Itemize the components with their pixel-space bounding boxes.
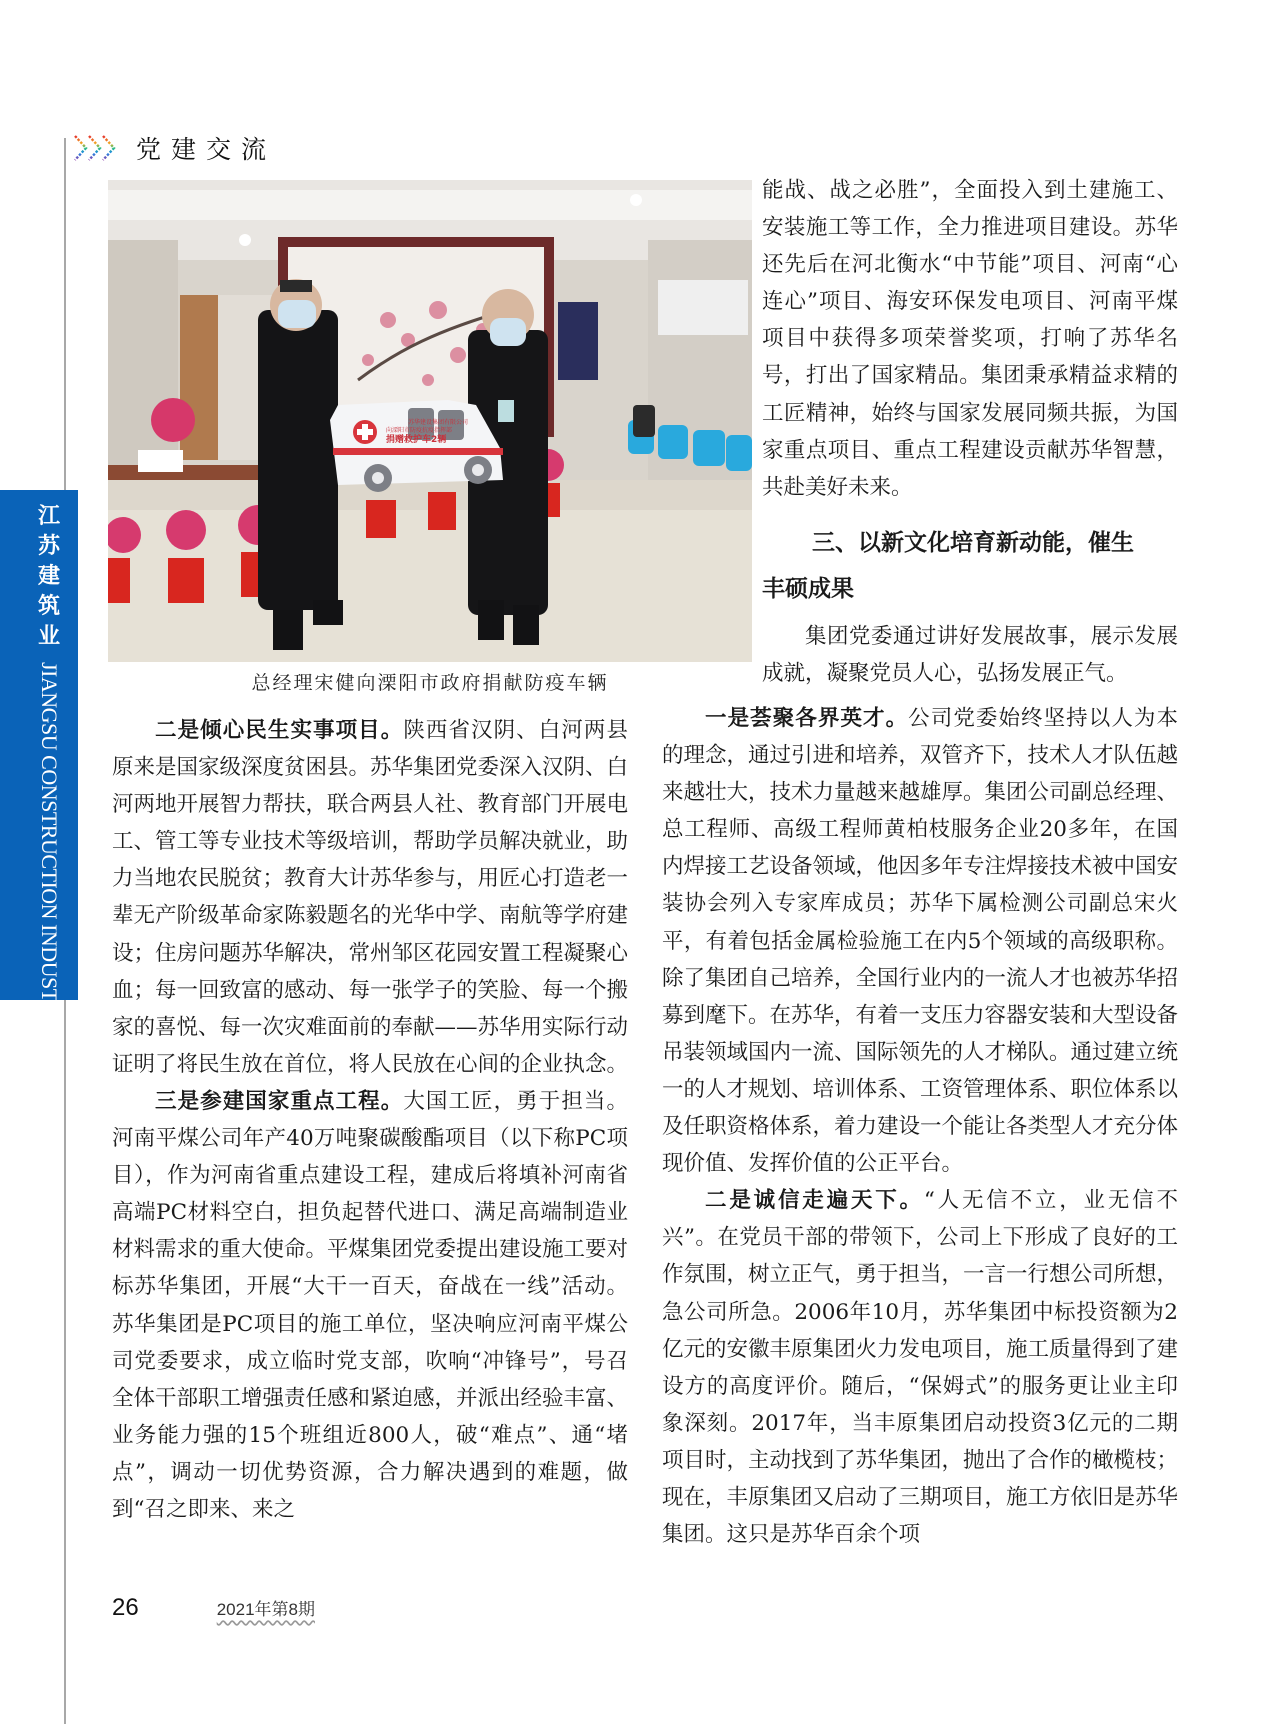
page-footer <box>112 1594 315 1622</box>
paragraph-livelihood: 二是倾心民生实事项目。陕西省汉阴、白河两县原来是国家级深度贫困县。苏华集团党委深入汉阴、白河两地开展智力帮扶，联合两县人社、教育部门开展电工、管工等专业技术等级培训，帮助学员解决就业，助力当地农民脱贫；教育大计苏华参与，用匠心打造老一辈无产阶级革命家陈毅题名的光华中学、南航等学府建设；住房问题苏华解决，常州邹区花园安置工程凝聚心血；每一回致富的感动、每一张学子的笑脸、每一个搬家的喜悦、每一次灾难面前的奉献——苏华用实际行动证明了将民生放在首位，将人民放在心间的企业执念。 <box>112 718 629 1077</box>
left-column-body <box>112 712 628 1528</box>
magazine-title-cn: 江 苏 建 筑 业 <box>37 504 60 649</box>
paragraph-key-projects: 三是参建国家重点工程。大国工匠，勇于担当。河南平煤公司年产40万吨聚碳酸酯项目（以下称PC项目），作为河南省重点建设工程，建成后将填补河南省高端PC材料空白，担负起替代进口、满足高端制造业材料需求的重大使命。平煤集团党委提出建设施工要对标苏华集团，开展“大干一百天，奋战在一线”活动。苏华集团是PC项目的施工单位，坚决响应河南平煤公司党委要求，成立临时党支部，吹响“冲锋号”，号召全体干部职工增强责任感和紧迫感，并派出经验丰富、业务能力强的15个班组近800人，破“难点”、通“堵点”，调动一切优势资源，合力解决遇到的难题，做到“召之即来、来之 <box>112 1088 629 1522</box>
photo-caption: 总经理宋健向溧阳市政府捐献防疫车辆 <box>251 672 609 694</box>
paragraph: 集团党委通过讲好发展故事，展示发展成就，凝聚党员人心，弘扬发展正气。 <box>762 624 1178 687</box>
paragraph-lead: 三是参建国家重点工程。 <box>155 1088 404 1114</box>
page-number: 26 <box>112 1594 139 1621</box>
paragraph: 能战、战之必胜”，全面投入到土建施工、安装施工等工作，全力推进项目建设。苏华还先后在河北衡水“中节能”项目、河南“心连心”项目、海安环保发电项目、河南平煤项目中获得多项荣誉奖项，打响了苏华名号，打出了国家精品。集团秉承精益求精的工匠精神，始终与国家发展同频共振，为国家重点项目、重点工程建设贡献苏华智慧，共赴美好未来。 <box>762 178 1178 500</box>
donation-photo <box>108 180 752 662</box>
svg-text:向溧阳市防疫抗疫指挥部: 向溧阳市防疫抗疫指挥部 <box>386 427 453 434</box>
paragraph-talent: 一是荟聚各界英才。公司党委始终坚持以人为本的理念，通过引进和培养，双管齐下，技术人才队伍越来越壮大，技术力量越来越雄厚。集团公司副总经理、总工程师、高级工程师黄柏枝服务企业20多年，在国内焊接工艺设备领域，他因多年专注焊接技术被中国安装协会列入专家库成员；苏华下属检测公司副总宋火平，有着包括金属检验施工在内5个领域的高级职称。除了集团自己培养，全国行业内的一流人才也被苏华招募到麾下。在苏华，有着一支压力容器安装和大型设备吊装领域国内一流、国际领先的人才梯队。通过建立统一的人才规划、培训体系、工资管理体系、职位体系以及任职资格体系，着力建设一个能让各类型人才充分体现价值、发挥价值的公正平台。 <box>662 706 1179 1177</box>
right-column-body <box>662 700 1178 1553</box>
svg-text:捐赠救护车2辆: 捐赠救护车2辆 <box>386 435 447 445</box>
section-header <box>72 130 276 166</box>
issue-label: 2021年第8期 <box>216 1600 315 1619</box>
paragraph-lead: 二是倾心民生实事项目。 <box>155 718 404 743</box>
magazine-side-band <box>0 490 78 1031</box>
magazine-title-en: JIANGSU CONSTRUCTION INDUSTRY <box>37 662 62 1031</box>
section-three-intro <box>762 618 1178 692</box>
paragraph-lead: 二是诚信走遍天下。 <box>705 1188 924 1214</box>
ambulance-donation-board <box>330 400 503 492</box>
paragraph-lead: 一是荟聚各界英才。 <box>705 706 909 731</box>
section-title: 党建交流 <box>136 135 277 164</box>
paragraph-integrity: 二是诚信走遍天下。“人无信不立，业无信不兴”。在党员干部的带领下，公司上下形成了良好的工作氛围，树立正气，勇于担当，一言一行想公司所想，急公司所急。2006年10月，苏华集团中标投资额为2亿元的安徽丰原集团火力发电项目，施工质量得到了建设方的高度评价。随后，“保姆式”的服务更让业主印象深刻。2017年，当丰原集团启动投资3亿元的二期项目时，主动找到了苏华集团，抛出了合作的橄榄枝；现在，丰原集团又启动了三期项目，施工方依旧是苏华集团。这只是苏华百余个项 <box>662 1188 1179 1548</box>
photo-illustration <box>108 180 752 662</box>
svg-text:苏华建设集团有限公司: 苏华建设集团有限公司 <box>408 419 469 426</box>
triple-chevron-right-icon <box>72 133 122 163</box>
right-column-continuation <box>762 172 1178 506</box>
section-three-heading: 三、以新文化培育新动能，催生 丰硕成果 <box>762 530 1134 602</box>
